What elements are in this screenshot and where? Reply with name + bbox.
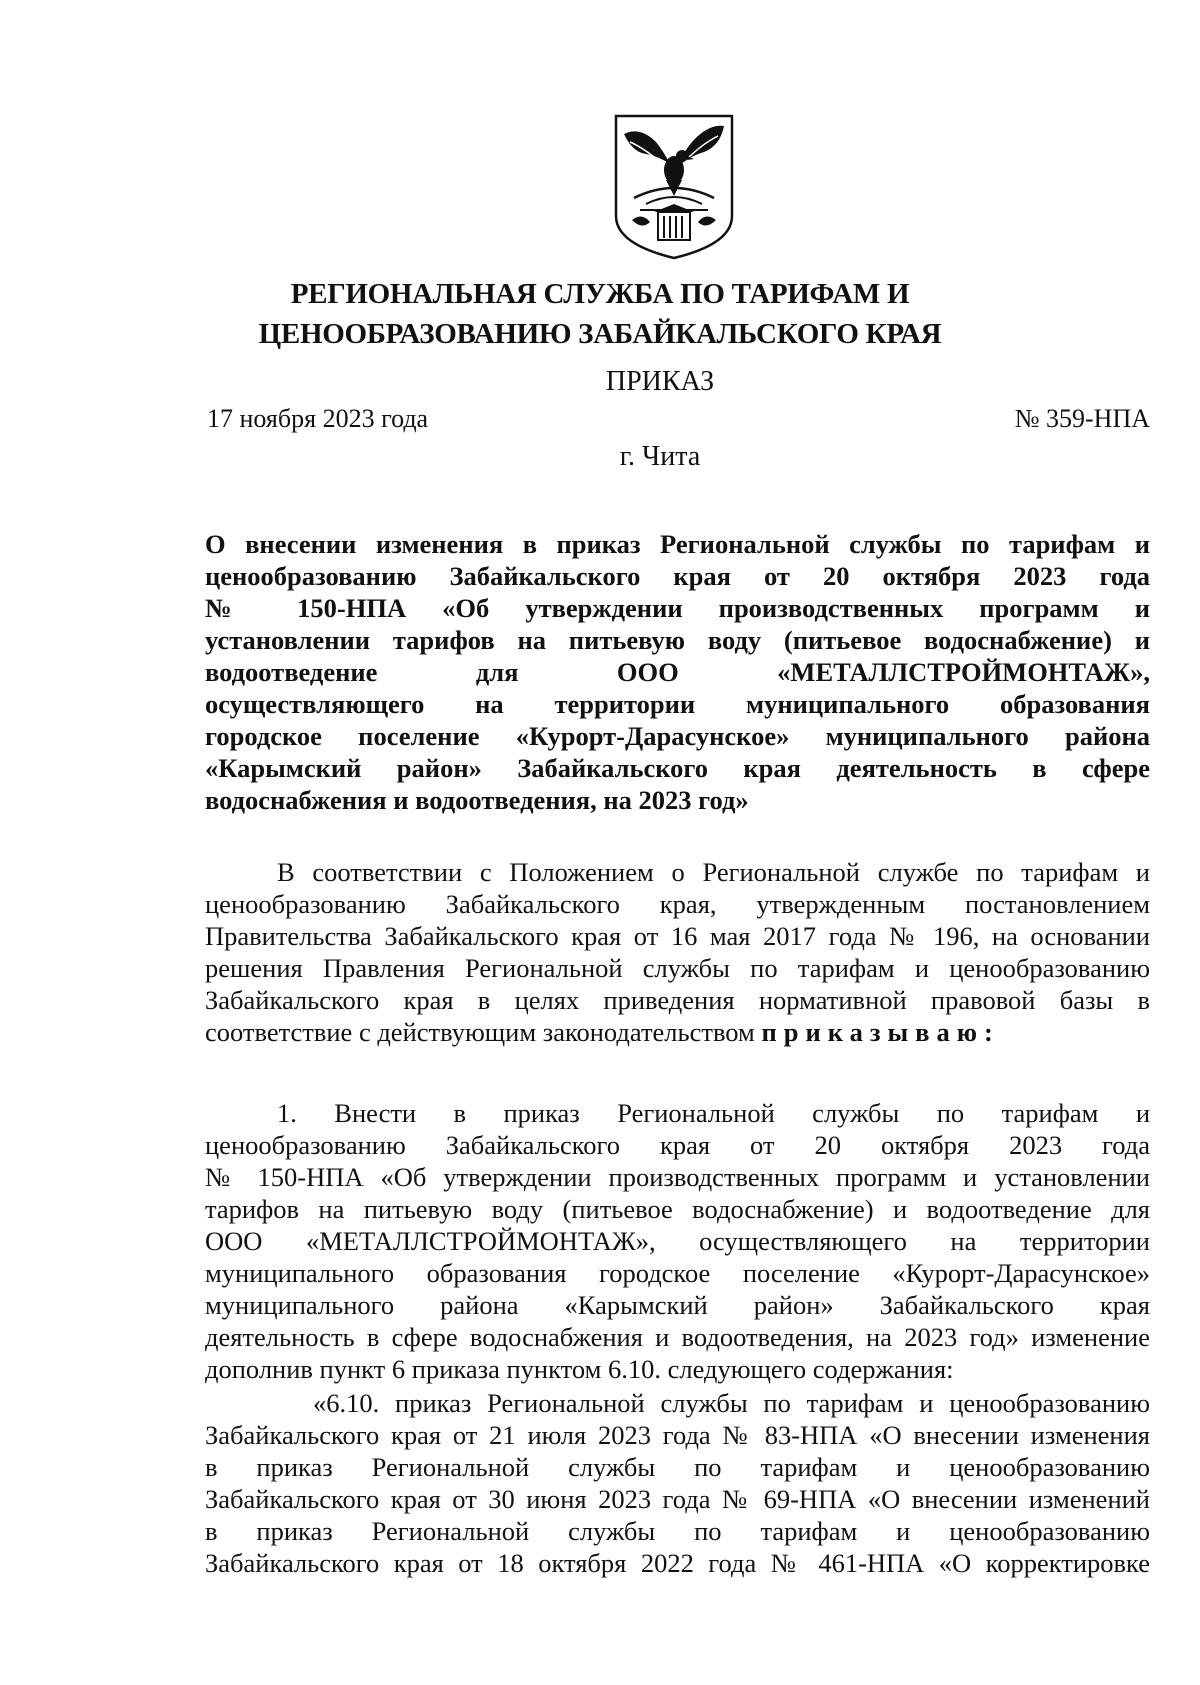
title-line: водоснабжения и водоотведения, на 2023 год» [205,785,749,815]
title-line: городское поселение «Курорт-Дарасунское» муниципального района [205,721,1150,751]
preamble-line: Правительства Забайкальского края от 16 мая 2017 года № 196, на основании [205,921,1150,951]
title-line: «Карымский район» Забайкальского края деятельность в сфере [205,753,1150,783]
item-1-line: муниципального района «Карымский район» Забайкальского края [205,1290,1150,1320]
item-1-paragraph [205,1097,1150,1385]
title-line: установлении тарифов на питьевую воду (питьевое водоснабжение) и [205,625,1150,655]
item-6-10-paragraph [205,1387,1150,1579]
item-1-line: муниципального образования городское поселение «Курорт-Дарасунское» [205,1258,1150,1288]
document-city: г. Чита [619,441,701,472]
item-1-line: № 150-НПА «Об утверждении производственных программ и установлении [205,1162,1150,1192]
item-1-line: 1. Внести в приказ Региональной службы по тарифам и [277,1098,1150,1128]
item-1-line: ценообразованию Забайкальского края от 20 октября 2023 года [205,1130,1150,1160]
document-date: 17 ноября 2023 года [207,404,429,433]
agency-name-line-2: ЦЕНООБРАЗОВАНИЮ ЗАБАЙКАЛЬСКОГО КРАЯ [258,318,942,350]
preamble-line: Забайкальского края в целях приведения нормативной правовой базы в [205,985,1150,1015]
item-6-10-line: «6.10. приказ Региональной службы по тарифам и ценообразованию [313,1388,1150,1418]
preamble-line: решения Правления Региональной службы по тарифам и ценообразованию [205,953,1150,983]
item-6-10-line: в приказ Региональной службы по тарифам и ценообразованию [205,1516,1150,1546]
preamble-line: В соответствии с Положением о Региональной службе по тарифам и [277,857,1150,887]
item-6-10-line: в приказ Региональной службы по тарифам и ценообразованию [205,1452,1150,1482]
item-1-line: деятельность в сфере водоснабжения и водоотведения, на 2023 год» изменение [205,1322,1150,1352]
title-line: водоотведение для ООО «МЕТАЛЛСТРОЙМОНТАЖ», [205,657,1150,687]
item-1-line: ООО «МЕТАЛЛСТРОЙМОНТАЖ», осуществляющего на территории [205,1226,1150,1256]
item-6-10-line: Забайкальского края от 21 июля 2023 года № 83-НПА «О внесении изменения [205,1420,1150,1450]
document-title [205,528,1150,816]
document-number: № 359-НПА [1014,404,1150,433]
title-line: О внесении изменения в приказ Региональной службы по тарифам и [205,529,1150,559]
preamble-line: ценообразованию Забайкальского края, утвержденным постановлением [205,889,1150,919]
item-1-line: тарифов на питьевую воду (питьевое водоснабжение) и водоотведение для [205,1194,1150,1224]
item-1-line: дополнив пункт 6 приказа пунктом 6.10. следующего содержания: [205,1354,954,1384]
title-line: осуществляющего на территории муниципального образования [205,689,1150,719]
zabaykalsky-krai-coat-of-arms-icon [610,112,738,262]
item-6-10-line: Забайкальского края от 18 октября 2022 года № 461-НПА «О корректировке [205,1548,1150,1578]
preamble-paragraph [205,856,1150,1048]
document-type: ПРИКАЗ [605,366,715,397]
title-line: ценообразованию Забайкальского края от 20 октября 2023 года [205,561,1150,591]
agency-name-line-1: РЕГИОНАЛЬНАЯ СЛУЖБА ПО ТАРИФАМ И [290,278,910,310]
title-line: № 150-НПА «Об утверждении производственных программ и [205,593,1150,623]
preamble-last-text: соответствие с действующим законодательством [205,1017,755,1047]
preamble-line [205,1016,1150,1048]
agency-name [180,274,1020,354]
item-6-10-line: Забайкальского края от 30 июня 2023 года № 69-НПА «О внесении изменений [205,1484,1150,1514]
order-word: приказываю: [761,1017,1000,1047]
